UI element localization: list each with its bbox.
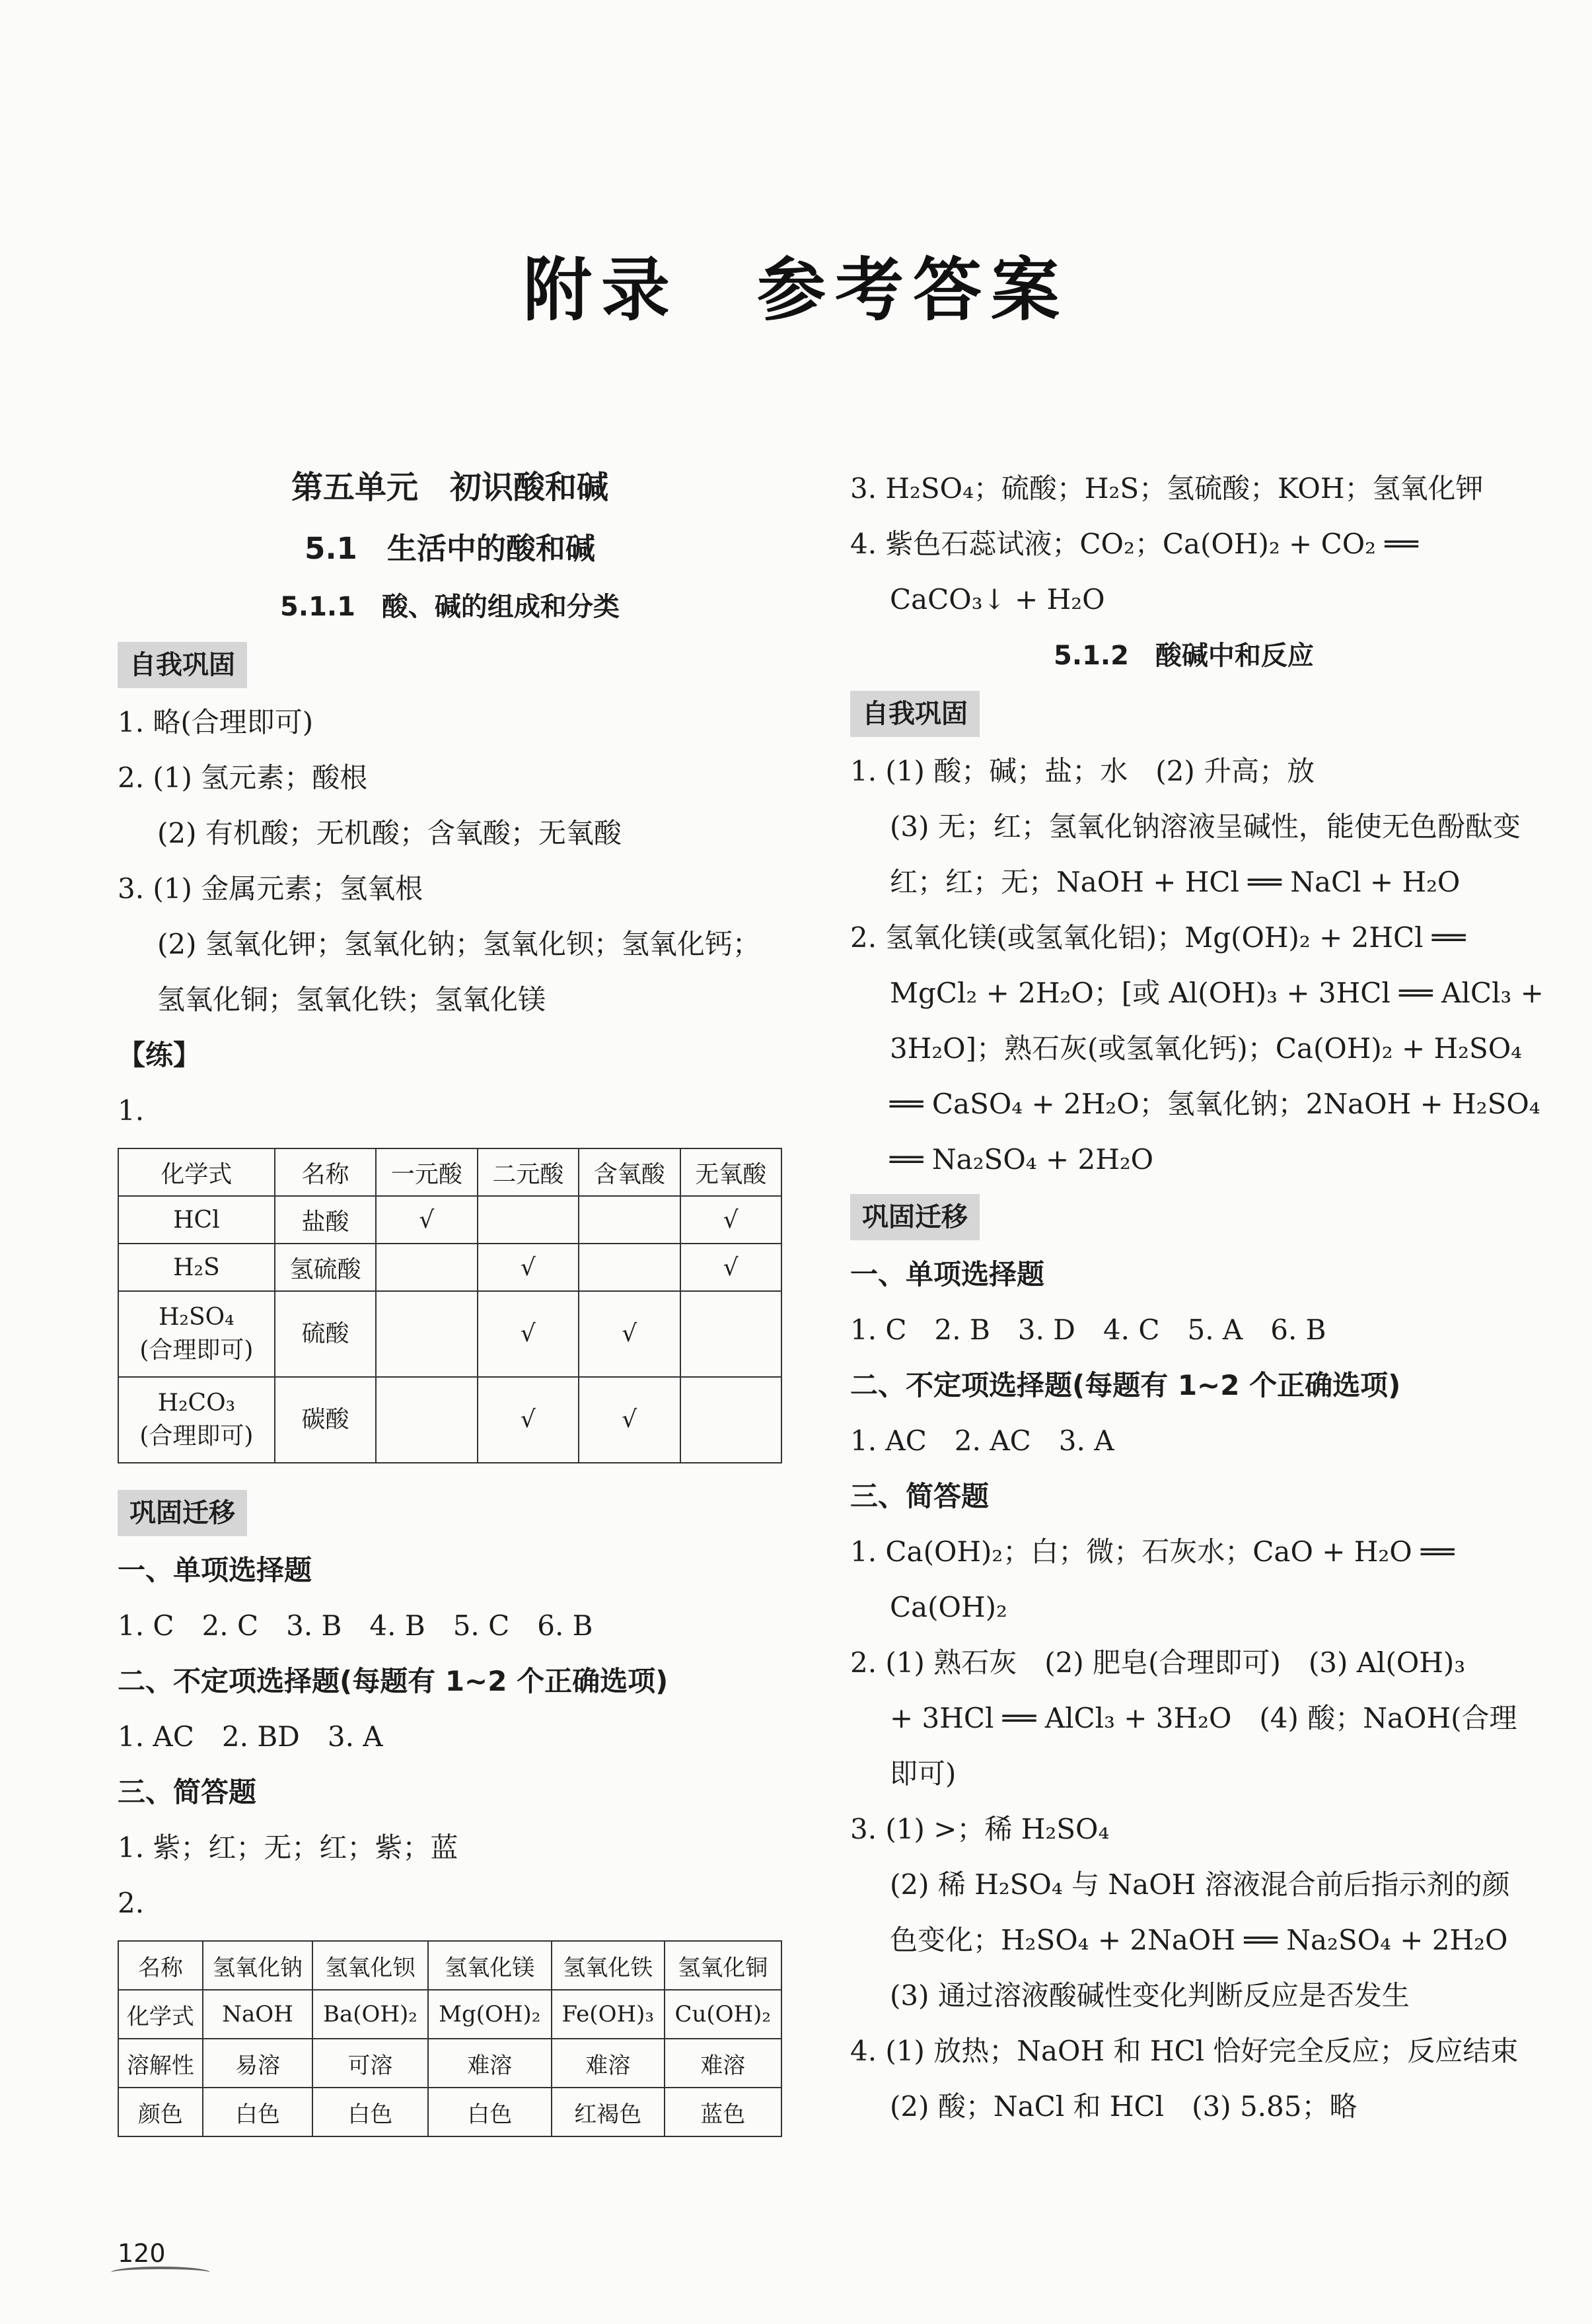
table-cell: 难溶: [552, 2039, 665, 2088]
table-cell: 难溶: [428, 2039, 552, 2088]
answer-line: 2.: [118, 1887, 145, 1919]
answer-line: ══ CaSO₄ + 2H₂O；氢氧化钠；2NaOH + H₂SO₄: [890, 1088, 1540, 1120]
answer-line: 1. AC 2. BD 3. A: [118, 1720, 383, 1753]
answer-line: 1. C 2. B 3. D 4. C 5. A 6. B: [850, 1314, 1326, 1346]
answer-line: Ca(OH)₂: [890, 1591, 1007, 1623]
table-cell: 硫酸: [275, 1291, 376, 1377]
table-cell: 颜色: [118, 2088, 203, 2136]
answer-line: 红；红；无；NaOH + HCl ══ NaCl + H₂O: [890, 866, 1461, 898]
section-heading: 5.1 生活中的酸和碱: [305, 531, 595, 566]
table-cell: √: [478, 1291, 579, 1377]
self-check-tag: 自我巩固: [850, 691, 980, 737]
table-header: 含氧酸: [579, 1148, 680, 1196]
answer-line: 3. (1) 金属元素；氢氧根: [118, 872, 423, 905]
answer-line: (2) 酸；NaCl 和 HCl (3) 5.85；略: [890, 2090, 1357, 2123]
table-cell: [478, 1196, 579, 1244]
page-number: 120: [118, 2239, 166, 2268]
answer-line: ══ Na₂SO₄ + 2H₂O: [890, 1143, 1154, 1176]
table-cell: √: [478, 1244, 579, 1291]
subsection-heading: 5.1.2 酸碱中和反应: [1054, 641, 1314, 671]
answer-line: 1.: [118, 1094, 145, 1127]
answer-line: (2) 有机酸；无机酸；含氧酸；无氧酸: [157, 817, 622, 849]
table-cell: √: [579, 1377, 680, 1463]
unit-heading: 第五单元 初识酸和碱: [291, 469, 608, 506]
table-cell: 化学式: [118, 1990, 203, 2039]
table-header: 氢氧化钡: [312, 1941, 427, 1990]
transfer-tag: 巩固迁移: [118, 1490, 247, 1536]
table-header: 一元酸: [376, 1148, 477, 1196]
answer-line: 2. (1) 氢元素；酸根: [118, 761, 368, 794]
page-title: 附录 参考答案: [523, 250, 1069, 330]
subsection-heading: 5.1.1 酸、碱的组成和分类: [280, 592, 620, 622]
table-header: 氢氧化铁: [552, 1941, 665, 1990]
table-header: 化学式: [118, 1148, 275, 1196]
table-cell: [376, 1291, 477, 1377]
table-header: 氢氧化铜: [665, 1941, 782, 1990]
table-cell: HCl: [118, 1196, 275, 1244]
right-column: [850, 461, 1544, 2134]
table-cell: H₂CO₃ (合理即可): [118, 1377, 275, 1463]
answer-line: (3) 通过溶液酸碱性变化判断反应是否发生: [890, 1979, 1410, 2012]
book-icon: [111, 2267, 210, 2278]
table-cell: 白色: [428, 2088, 552, 2136]
answer-line: 3. (1) >；稀 H₂SO₄: [850, 1813, 1110, 1845]
table-cell: Fe(OH)₃: [552, 1990, 665, 2039]
answer-line: 1. Ca(OH)₂；白；微；石灰水；CaO + H₂O ══: [850, 1535, 1455, 1568]
answer-line: 3. H₂SO₄；硫酸；H₂S；氢硫酸；KOH；氢氧化钾: [850, 472, 1484, 505]
answer-line: (2) 稀 H₂SO₄ 与 NaOH 溶液混合前后指示剂的颜: [890, 1868, 1510, 1901]
table-cell: √: [478, 1377, 579, 1463]
table-cell: √: [376, 1196, 477, 1244]
table-cell: 红褐色: [552, 2088, 665, 2136]
table-cell: 白色: [312, 2088, 427, 2136]
table-cell: √: [680, 1244, 782, 1291]
table-cell: [579, 1244, 680, 1291]
table-cell: [680, 1291, 782, 1377]
question-type-heading: 一、单项选择题: [118, 1554, 312, 1586]
table-cell: 蓝色: [665, 2088, 782, 2136]
table-cell: 白色: [203, 2088, 313, 2136]
question-type-heading: 三、简答题: [850, 1480, 990, 1512]
table-cell: √: [579, 1291, 680, 1377]
left-column: [118, 456, 782, 2157]
table-header: 无氧酸: [680, 1148, 782, 1196]
table-header: 二元酸: [478, 1148, 579, 1196]
table-cell: 难溶: [665, 2039, 782, 2088]
table-cell: 氢硫酸: [275, 1244, 376, 1291]
base-properties-table: [118, 1940, 782, 2137]
answer-line: CaCO₃↓ + H₂O: [890, 583, 1105, 616]
table-cell: H₂S: [118, 1244, 275, 1291]
table-cell: 易溶: [203, 2039, 313, 2088]
table-cell: [376, 1377, 477, 1463]
table-cell: 盐酸: [275, 1196, 376, 1244]
question-type-heading: 三、简答题: [118, 1776, 257, 1808]
answer-line: 4. 紫色石蕊试液；CO₂；Ca(OH)₂ + CO₂ ══: [850, 528, 1418, 560]
table-header: 名称: [118, 1941, 203, 1990]
table-cell: Mg(OH)₂: [428, 1990, 552, 2039]
table-cell: NaOH: [203, 1990, 313, 2039]
answer-line: 2. 氢氧化镁(或氢氧化铝)；Mg(OH)₂ + 2HCl ══: [850, 921, 1466, 954]
table-cell: [376, 1244, 477, 1291]
answer-line: 1. (1) 酸；碱；盐；水 (2) 升高；放: [850, 755, 1315, 787]
answer-line: 即可): [890, 1757, 957, 1790]
table-header: 氢氧化钠: [203, 1941, 313, 1990]
table-cell: 溶解性: [118, 2039, 203, 2088]
answer-line: 色变化；H₂SO₄ + 2NaOH ══ Na₂SO₄ + 2H₂O: [890, 1924, 1508, 1956]
answer-line: 1. AC 2. AC 3. A: [850, 1425, 1114, 1457]
transfer-tag: 巩固迁移: [850, 1194, 980, 1240]
self-check-tag: 自我巩固: [118, 642, 247, 688]
practice-heading: 【练】: [118, 1039, 201, 1071]
answer-line: 1. 紫；红；无；红；紫；蓝: [118, 1831, 458, 1864]
answer-line: 4. (1) 放热；NaOH 和 HCl 恰好完全反应；反应结束: [850, 2035, 1519, 2067]
acid-classification-table: [118, 1148, 782, 1463]
table-cell: √: [680, 1196, 782, 1244]
answer-line: MgCl₂ + 2H₂O；[或 Al(OH)₃ + 3HCl ══ AlCl₃ +: [890, 977, 1544, 1009]
table-cell: [579, 1196, 680, 1244]
question-type-heading: 二、不定项选择题(每题有 1~2 个正确选项): [118, 1665, 669, 1697]
table-cell: 碳酸: [275, 1377, 376, 1463]
answer-line: (3) 无；红；氢氧化钠溶液呈碱性，能使无色酚酞变: [890, 810, 1521, 843]
answer-line: 2. (1) 熟石灰 (2) 肥皂(合理即可) (3) Al(OH)₃: [850, 1646, 1466, 1679]
answer-line: 1. C 2. C 3. B 4. B 5. C 6. B: [118, 1609, 593, 1642]
table-cell: Ba(OH)₂: [312, 1990, 427, 2039]
answer-line: 3H₂O]；熟石灰(或氢氧化钙)；Ca(OH)₂ + H₂SO₄: [890, 1032, 1523, 1065]
answer-line: 1. 略(合理即可): [118, 706, 314, 738]
question-type-heading: 一、单项选择题: [850, 1258, 1045, 1290]
question-type-heading: 二、不定项选择题(每题有 1~2 个正确选项): [850, 1369, 1401, 1401]
table-cell: [680, 1377, 782, 1463]
table-header: 名称: [275, 1148, 376, 1196]
table-cell: 可溶: [312, 2039, 427, 2088]
table-cell: H₂SO₄ (合理即可): [118, 1291, 275, 1377]
table-header: 氢氧化镁: [428, 1941, 552, 1990]
answer-line: + 3HCl ══ AlCl₃ + 3H₂O (4) 酸；NaOH(合理: [890, 1702, 1517, 1734]
answer-line: (2) 氢氧化钾；氢氧化钠；氢氧化钡；氢氧化钙；氢氧化铜；氢氧化铁；氢氧化镁: [157, 928, 760, 1016]
table-cell: Cu(OH)₂: [665, 1990, 782, 2039]
